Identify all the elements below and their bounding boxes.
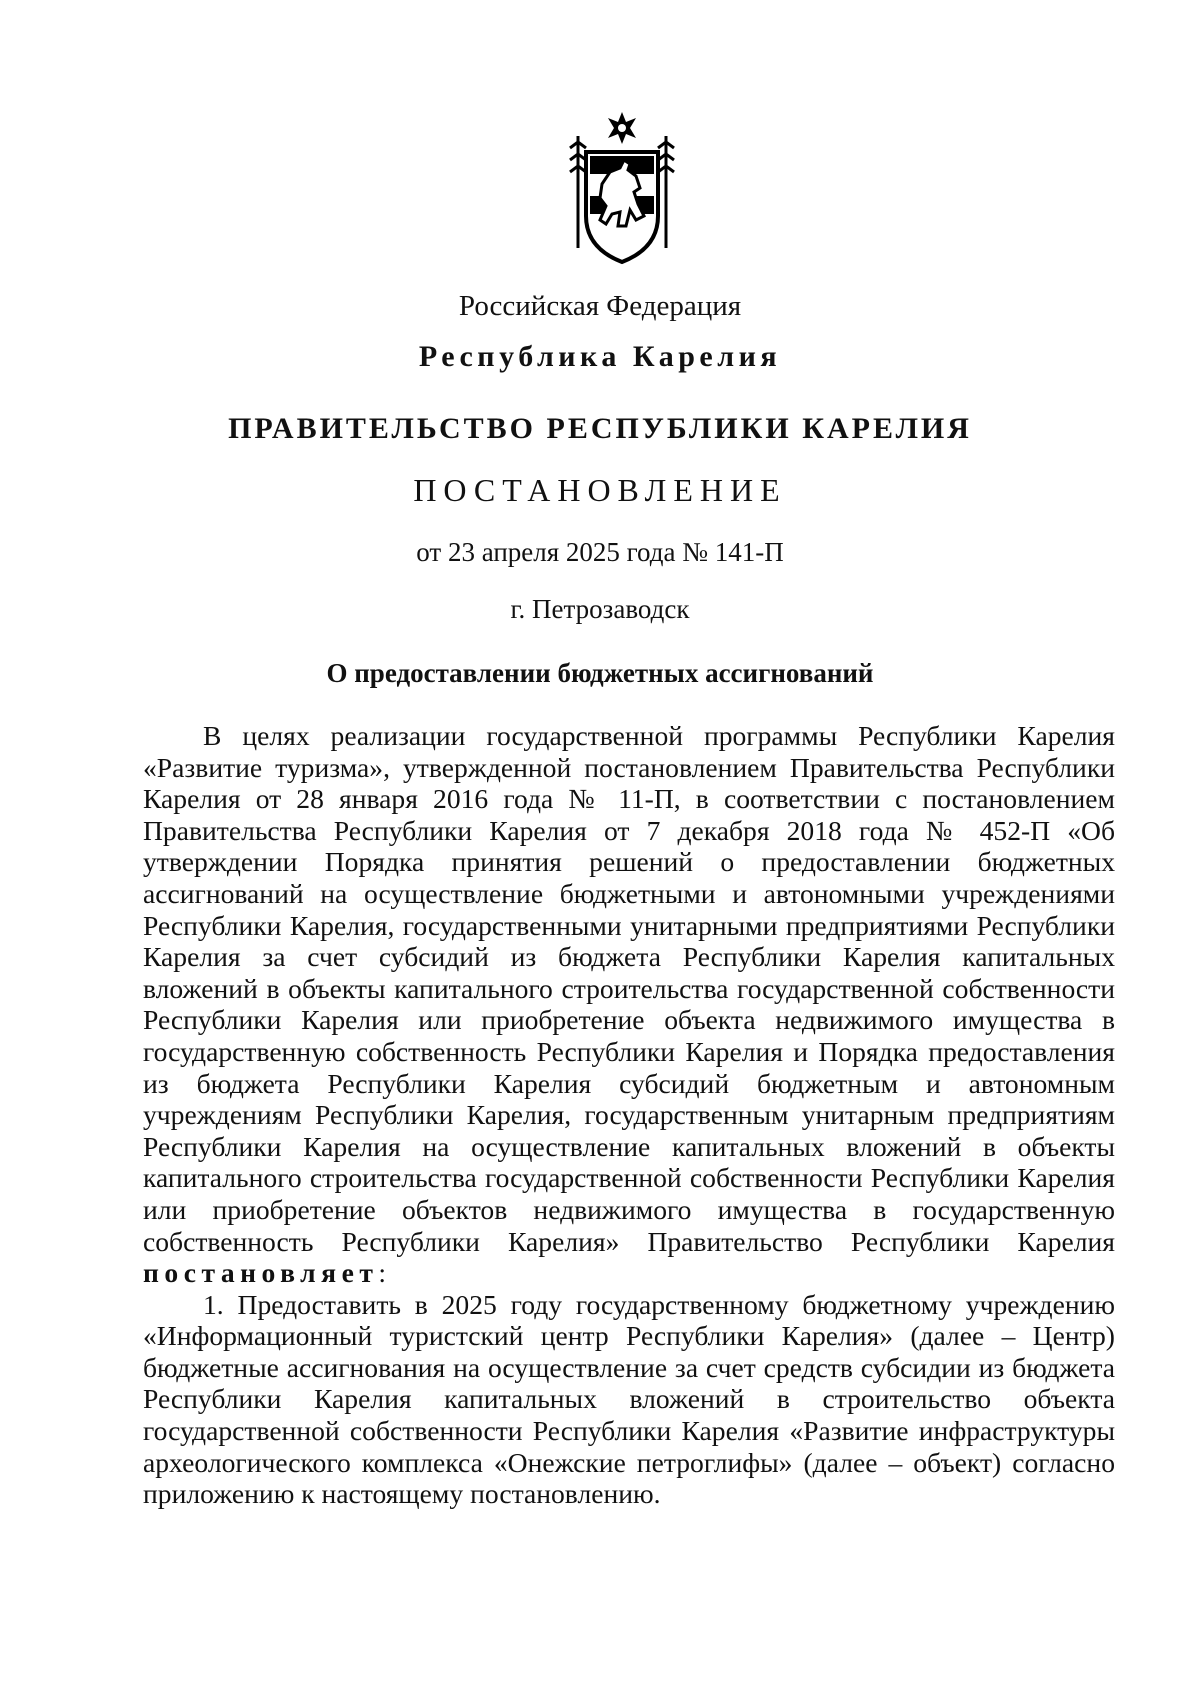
- preamble-text: В целях реализации государственной программы Республики Карелия «Развитие туризма», утвержденной постановлением Правительства Республики Карелия от 28 января 2016 года № 11-П, в соответствии с постановлением Правительства Республики Карелия от 7 декабря 2018 года № 452-П «Об утверждении Порядка принятия решений о предоставлении бюджетных ассигнований на осуществление бюджетными и автономными учреждениями Республики Карелия, государственными унитарными предприятиями Республики Карелия за счет субсидий из бюджета Республики Карелия капитальных вложений в объекты капитального строительства государственной собственности Республики Карелия или приобретение объекта недвижимого имущества в государственную собственность Республики Карелия и Порядка предоставления из бюджета Республики Карелия субсидий бюджетным и автономным учреждениям Республики Карелия, государственным унитарным предприятиям Республики Карелия на осуществление капитальных вложений в объекты капитального строительства государственной собственности Республики Карелия или приобретение объектов недвижимого имущества в государственную собственность Республики Карелия» Правительство Республики Карелия: [143, 720, 1115, 1257]
- federation-heading: Российская Федерация: [458, 290, 742, 322]
- decree-date-number: от 23 апреля 2025 года № 141-П: [416, 537, 784, 567]
- resolves-colon: :: [378, 1257, 387, 1289]
- resolves-word: постановляет: [143, 1257, 379, 1289]
- republic-heading: Республика Карелия: [418, 340, 782, 373]
- decree-city: г. Петрозаводск: [510, 594, 690, 624]
- item-1-paragraph: 1. Предоставить в 2025 году государственному бюджетному учреждению «Информационный туристский центр Республики Карелия» (далее – Центр) бюджетные ассигнования на осуществление за счет средств субсидии из бюджета Республики Карелия капитальных вложений в строительство объекта государственной собственности Республики Карелия «Развитие инфраструктуры археологического комплекса «Онежские петроглифы» (далее – объект) согласно приложению к настоящему постановлению.: [143, 1288, 1115, 1510]
- decree-title: О предоставлении бюджетных ассигнований: [326, 658, 874, 688]
- decree-body: [143, 720, 1115, 1510]
- government-heading: ПРАВИТЕЛЬСТВО РЕСПУБЛИКИ КАРЕЛИЯ: [228, 412, 972, 445]
- decree-type-heading: ПОСТАНОВЛЕНИЕ: [413, 472, 787, 508]
- preamble-paragraph: [143, 720, 1115, 1289]
- karelia-coat-of-arms-icon: [564, 108, 680, 266]
